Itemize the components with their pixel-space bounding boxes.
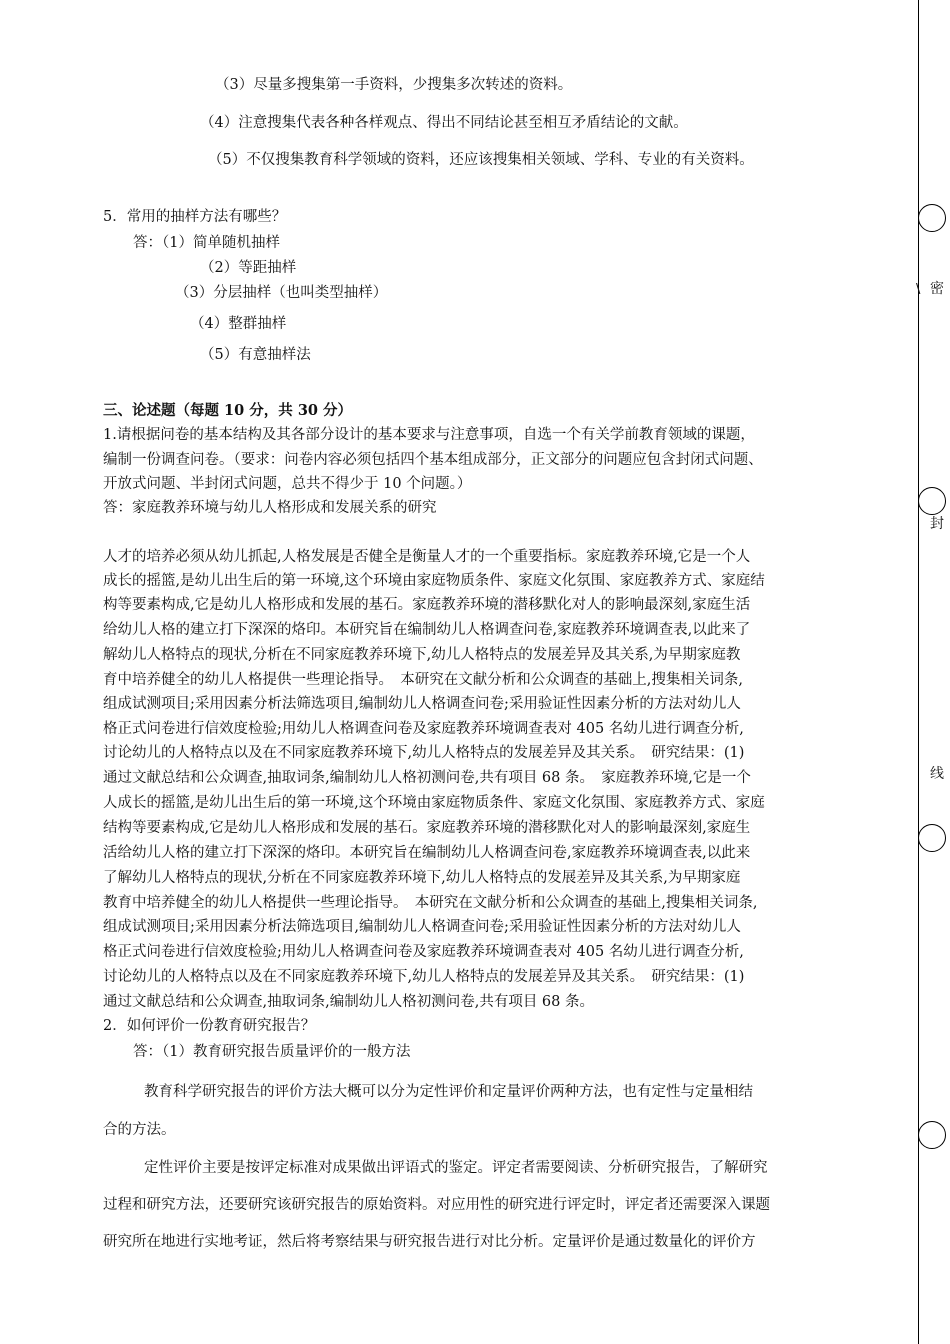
margin-label-feng: 封 xyxy=(930,516,944,532)
binding-line xyxy=(918,0,919,1344)
paragraph-line: 合的方法。 xyxy=(103,1122,176,1138)
question-title: 2．如何评价一份教育研究报告？ xyxy=(103,1018,316,1034)
section-heading: 三、论述题（每题 10 分，共 30 分） xyxy=(103,402,353,419)
paragraph-line: 人成长的摇篮,是幼儿出生后的第一环境,这个环境由家庭物质条件、家庭文化氛围、家庭教养方式、家庭 xyxy=(103,795,765,811)
paragraph-line: 教育中培养健全的幼儿人格提供一些理论指导。 本研究在文献分析和公众调查的基础上,搜集相关词条, xyxy=(103,895,758,911)
list-item: （2）等距抽样 xyxy=(200,260,297,276)
paragraph-line: 组成试测项目;采用因素分析法筛选项目,编制幼儿人格调查问卷;采用验证性因素分析的方法对幼儿人 xyxy=(103,696,741,712)
paragraph-line: 通过文献总结和公众调查,抽取词条,编制幼儿人格初测问卷,共有项目 68 条。 家庭教养环境,它是一个 xyxy=(103,770,751,786)
binding-hole-2 xyxy=(918,487,946,515)
margin-label-xian: 线 xyxy=(930,766,944,782)
paragraph-line: 组成试测项目;采用因素分析法筛选项目,编制幼儿人格调查问卷;采用验证性因素分析的方法对幼儿人 xyxy=(103,919,741,935)
question-text: 编制一份调查问卷。（要求：问卷内容必须包括四个基本组成部分，正文部分的问题应包含封闭式问题、 xyxy=(103,452,763,468)
paragraph-line: 教育科学研究报告的评价方法大概可以分为定性评价和定量评价两种方法，也有定性与定量相结 xyxy=(144,1084,753,1100)
paragraph-line: 过程和研究方法，还要研究该研究报告的原始资料。对应用性的研究进行评定时，评定者还需要深入课题 xyxy=(103,1197,770,1213)
list-item: （3）分层抽样（也叫类型抽样） xyxy=(175,285,388,301)
question-title: 5．常用的抽样方法有哪些？ xyxy=(103,209,287,225)
paragraph-line: 了解幼儿人格特点的现状,分析在不同家庭教养环境下,幼儿人格特点的发展差异及其关系,为早期家庭 xyxy=(103,870,741,886)
paragraph-line: 构等要素构成,它是幼儿人格形成和发展的基石。家庭教养环境的潜移默化对人的影响最深刻,家庭生活 xyxy=(103,597,751,613)
question-text: 1.请根据问卷的基本结构及其各部分设计的基本要求与注意事项，自选一个有关学前教育领域的课题， xyxy=(103,427,755,443)
binding-hole-1 xyxy=(918,204,946,232)
margin-slash: \ xyxy=(916,282,921,297)
binding-hole-4 xyxy=(918,1121,946,1149)
paragraph-line: 结构等要素构成,它是幼儿人格形成和发展的基石。家庭教养环境的潜移默化对人的影响最深刻,家庭生 xyxy=(103,820,751,836)
paragraph-line: 定性评价主要是按评定标准对成果做出评语式的鉴定。评定者需要阅读、分析研究报告，了解研究 xyxy=(144,1160,768,1176)
list-item: （4）注意搜集代表各种各样观点、得出不同结论甚至相互矛盾结论的文献。 xyxy=(200,115,688,131)
paragraph-line: 格正式问卷进行信效度检验;用幼儿人格调查问卷及家庭教养环境调查表对 405 名幼儿进行调查分析, xyxy=(103,721,744,737)
paragraph-line: 人才的培养必须从幼儿抓起,人格发展是否健全是衡量人才的一个重要指标。家庭教养环境,它是一个人 xyxy=(103,549,751,565)
paragraph-line: 格正式问卷进行信效度检验;用幼儿人格调查问卷及家庭教养环境调查表对 405 名幼儿进行调查分析, xyxy=(103,944,744,960)
paragraph-line: 讨论幼儿的人格特点以及在不同家庭教养环境下,幼儿人格特点的发展差异及其关系。 研究结果：(1) xyxy=(103,969,745,985)
answer-line: 答：（1）教育研究报告质量评价的一般方法 xyxy=(133,1044,411,1060)
binding-hole-3 xyxy=(918,824,946,852)
paragraph-line: 解幼儿人格特点的现状,分析在不同家庭教养环境下,幼儿人格特点的发展差异及其关系,为早期家庭教 xyxy=(103,647,741,663)
answer-line: 答：家庭教养环境与幼儿人格形成和发展关系的研究 xyxy=(103,500,437,516)
paragraph-line: 讨论幼儿的人格特点以及在不同家庭教养环境下,幼儿人格特点的发展差异及其关系。 研究结果：(1) xyxy=(103,745,745,761)
margin-label-mi: 密 xyxy=(930,281,944,297)
paragraph-line: 给幼儿人格的建立打下深深的烙印。本研究旨在编制幼儿人格调查问卷,家庭教养环境调查表,以此来了 xyxy=(103,622,751,638)
paragraph-line: 研究所在地进行实地考证，然后将考察结果与研究报告进行对比分析。定量评价是通过数量化的评价方 xyxy=(103,1234,756,1250)
list-item: （3）尽量多搜集第一手资料，少搜集多次转述的资料。 xyxy=(215,77,573,93)
question-text: 开放式问题、半封闭式问题，总共不得少于 10 个问题。） xyxy=(103,476,472,492)
list-item: （5）不仅搜集教育科学领域的资料，还应该搜集相关领域、学科、专业的有关资料。 xyxy=(208,152,754,168)
paragraph-line: 育中培养健全的幼儿人格提供一些理论指导。 本研究在文献分析和公众调查的基础上,搜集相关词条, xyxy=(103,672,743,688)
list-item: （4）整群抽样 xyxy=(190,316,287,332)
paragraph-line: 通过文献总结和公众调查,抽取词条,编制幼儿人格初测问卷,共有项目 68 条。 xyxy=(103,994,594,1010)
paragraph-line: 成长的摇篮,是幼儿出生后的第一环境,这个环境由家庭物质条件、家庭文化氛围、家庭教养方式、家庭结 xyxy=(103,573,765,589)
answer-line: 答：（1）简单随机抽样 xyxy=(133,235,280,251)
list-item: （5）有意抽样法 xyxy=(200,347,311,363)
paragraph-line: 活给幼儿人格的建立打下深深的烙印。本研究旨在编制幼儿人格调查问卷,家庭教养环境调查表,以此来 xyxy=(103,845,751,861)
